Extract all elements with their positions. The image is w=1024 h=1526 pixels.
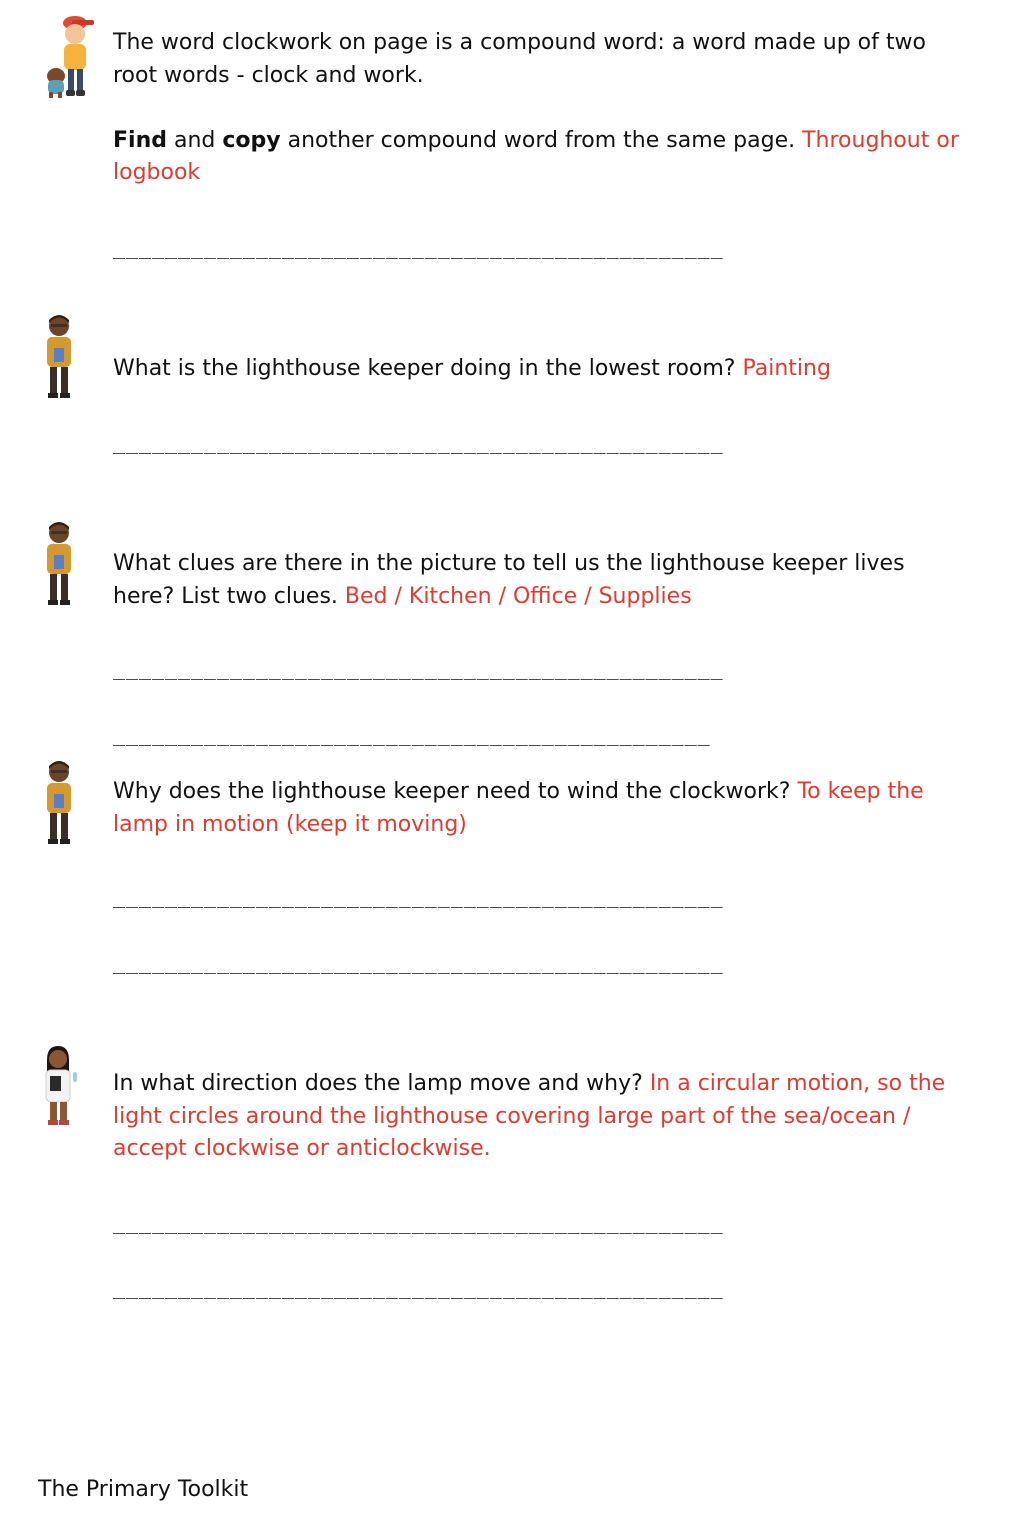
keyword-find: Find [113,127,167,153]
answer-line: ______________________________________________ [113,722,711,746]
answer-line: _______________________________________________ [113,1275,724,1299]
question-4 [113,776,963,841]
answer-line: _______________________________________________ [113,656,724,680]
answer-line: _______________________________________________ [113,1210,724,1234]
answer-3: Bed / Kitchen / Office / Supplies [344,583,692,609]
question-1 [113,27,963,190]
boy-with-book-icon [42,314,76,400]
question-3 [113,548,963,613]
question-1-and: and [166,127,223,153]
question-2-text: What is the lighthouse keeper doing in the lowest room? [113,356,743,381]
question-1-text: The word clockwork on page is a compound word: a word made up of two root words - clock and work. [113,30,926,88]
answer-4: To keep the lamp in motion (keep it moving) [113,779,924,837]
footer-brand: The Primary Toolkit [38,1477,249,1502]
answer-2: Painting [742,356,831,381]
question-5-text: In what direction does the lamp move and why? [113,1071,650,1096]
answer-5: In a circular motion, so the light circles around the lighthouse covering large part of the sea/ocean / accept clockwise or anticlockwise. [113,1071,946,1161]
question-3-text: What clues are there in the picture to tell us the lighthouse keeper lives here? List two clues. [113,551,905,609]
question-4-text: Why does the lighthouse keeper need to wind the clockwork? [113,779,798,804]
boy-with-book-icon [42,521,76,607]
answer-line: _______________________________________________ [113,950,724,974]
answer-line: _______________________________________________ [113,884,724,908]
question-5 [113,1068,963,1166]
answer-line: _______________________________________________ [113,235,724,259]
question-1-rest: another compound word from the same page. [280,127,803,153]
boy-with-dog-icon [42,14,96,100]
answer-1: Throughout or logbook [113,127,959,185]
keyword-copy: copy [222,127,281,153]
answer-line: _______________________________________________ [113,430,724,454]
boy-with-book-icon [42,760,76,846]
question-2 [113,353,963,386]
girl-scientist-icon [38,1046,84,1128]
